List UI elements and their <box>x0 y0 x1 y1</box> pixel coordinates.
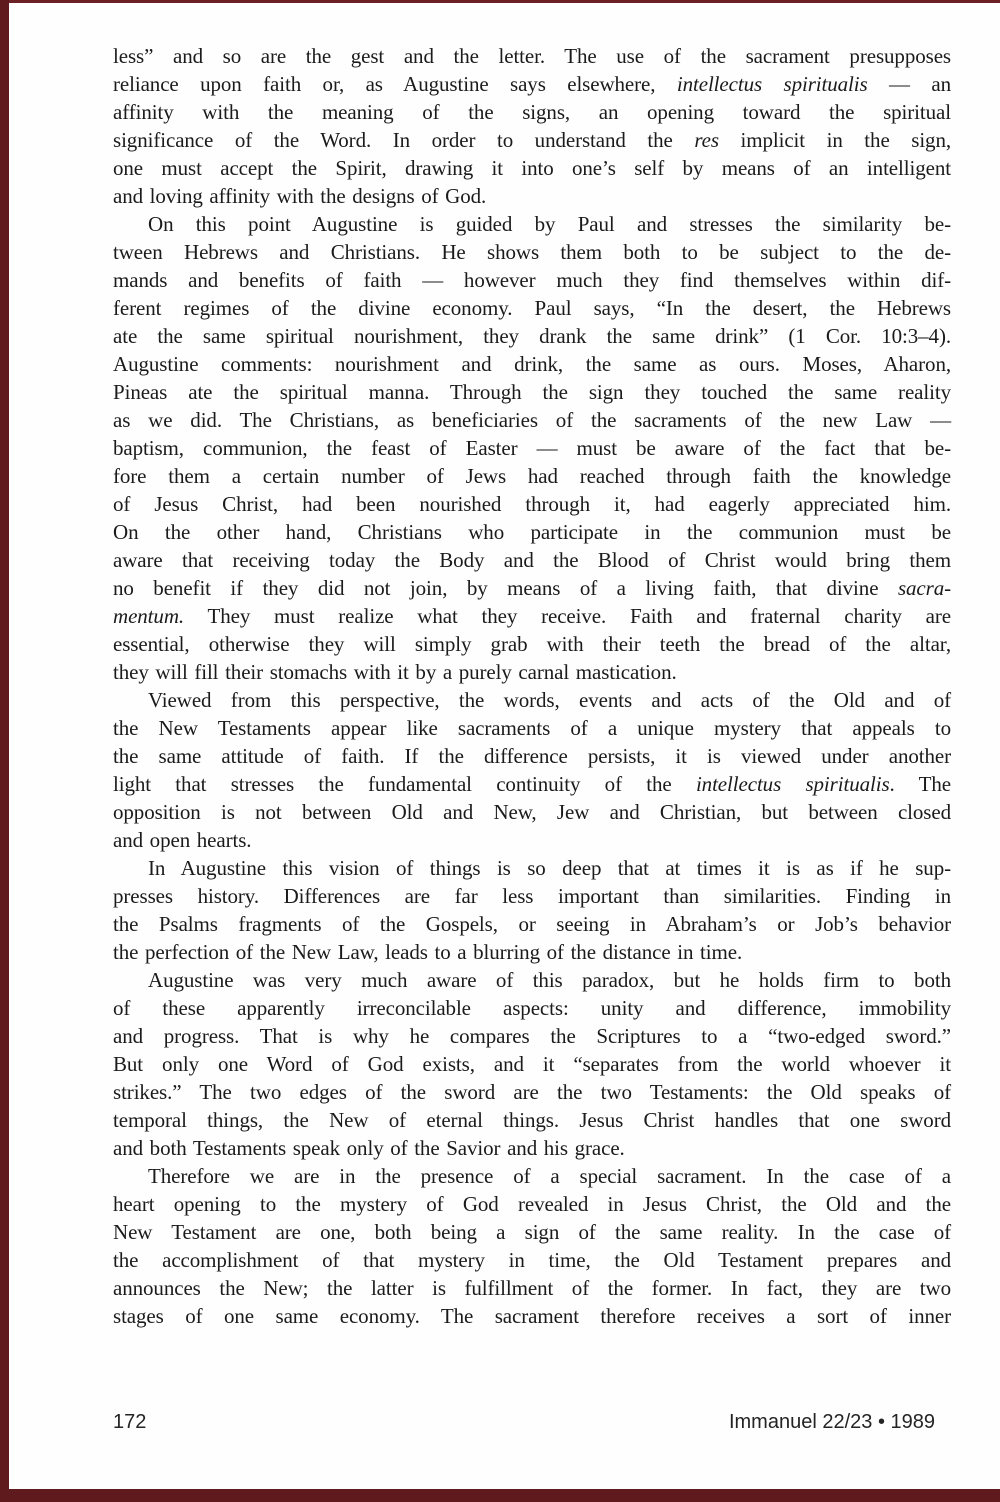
text-run: affinity with the meaning of the signs, an opening toward the spiritual <box>113 100 951 124</box>
text-run: strikes.” The two edges of the sword are the two Testaments: the Old speaks of <box>113 1080 951 1104</box>
text-run: baptism, communion, the feast of Easter — must be aware of the fact that be- <box>113 436 951 460</box>
text-line <box>113 1050 951 1078</box>
text-line <box>113 966 951 994</box>
text-line <box>113 938 951 966</box>
text-line <box>113 266 951 294</box>
italic-text: res <box>694 128 719 152</box>
text-run: significance of the Word. In order to understand the <box>113 128 695 152</box>
text-run: Pineas ate the spiritual manna. Through the sign they touched the same reality <box>113 380 951 404</box>
text-line <box>113 406 951 434</box>
text-line <box>113 182 951 210</box>
text-run: aware that receiving today the Body and the Blood of Christ would bring them <box>113 548 951 572</box>
text-line <box>113 1246 951 1274</box>
text-line <box>113 1022 951 1050</box>
paragraph <box>113 966 951 1162</box>
text-line <box>113 1106 951 1134</box>
text-run: of these apparently irreconcilable aspects: unity and difference, immobility <box>113 996 951 1020</box>
paragraph <box>113 854 951 966</box>
text-line <box>113 1162 951 1190</box>
text-line <box>113 686 951 714</box>
scan-edge-top <box>0 0 1000 3</box>
text-line <box>113 1078 951 1106</box>
text-line <box>113 434 951 462</box>
paragraph <box>113 1162 951 1330</box>
text-line <box>113 1190 951 1218</box>
text-run: tween Hebrews and Christians. He shows them both to be subject to the de- <box>113 240 951 264</box>
text-line <box>113 546 951 574</box>
text-run: essential, otherwise they will simply grab with their teeth the bread of the altar, <box>113 632 951 656</box>
text-line <box>113 994 951 1022</box>
text-run: Viewed from this perspective, the words, events and acts of the Old and of <box>148 688 951 712</box>
text-run: the perfection of the New Law, leads to a blurring of the distance in time. <box>113 940 743 964</box>
text-line <box>113 910 951 938</box>
text-line <box>113 154 951 182</box>
text-run: and loving affinity with the designs of God. <box>113 184 487 208</box>
text-line <box>113 322 951 350</box>
journal-citation: Immanuel 22/23 • 1989 <box>728 1411 935 1433</box>
text-run: and open hearts. <box>113 828 252 852</box>
text-run: On this point Augustine is guided by Paul and stresses the similarity be- <box>148 212 951 236</box>
text-line <box>113 1134 951 1162</box>
text-run: temporal things, the New of eternal things. Jesus Christ handles that one sword <box>113 1108 951 1132</box>
text-run: mands and benefits of faith — however much they find themselves within dif- <box>113 268 951 292</box>
text-run: Augustine was very much aware of this paradox, but he holds firm to both <box>148 968 951 992</box>
text-line <box>113 1218 951 1246</box>
text-line <box>113 518 951 546</box>
text-line <box>113 70 951 98</box>
italic-text: sacra- <box>897 576 951 600</box>
text-run: presses history. Differences are far less important than similarities. Finding in <box>113 884 951 908</box>
text-line <box>113 854 951 882</box>
text-line <box>113 126 951 154</box>
text-run: the accomplishment of that mystery in time, the Old Testament prepares and <box>113 1248 951 1272</box>
body-text <box>113 42 951 1330</box>
text-line <box>113 294 951 322</box>
text-line <box>113 630 951 658</box>
text-run: the Psalms fragments of the Gospels, or seeing in Abraham’s or Job’s behavior <box>113 912 951 936</box>
text-line <box>113 42 951 70</box>
text-run: fore them a certain number of Jews had reached through faith the knowledge <box>113 464 951 488</box>
text-line <box>113 98 951 126</box>
text-run: they will fill their stomachs with it by a purely carnal mastication. <box>113 660 677 684</box>
text-run: But only one Word of God exists, and it “separates from the world whoever it <box>113 1052 951 1076</box>
text-run: opposition is not between Old and New, Jew and Christian, but between closed <box>113 800 951 824</box>
text-run: In Augustine this vision of things is so deep that at times it is as if he sup- <box>148 856 951 880</box>
text-run: Therefore we are in the presence of a special sacrament. In the case of a <box>148 1164 951 1188</box>
text-line <box>113 462 951 490</box>
italic-text: mentum. <box>113 604 185 628</box>
text-line <box>113 238 951 266</box>
page-number: 172 <box>113 1411 147 1433</box>
italic-text: intellectus spiritualis <box>676 72 868 96</box>
text-line <box>113 350 951 378</box>
text-run: announces the New; the latter is fulfillment of the former. In fact, they are two <box>113 1276 951 1300</box>
paragraph <box>113 210 951 686</box>
text-run: no benefit if they did not join, by means of a living faith, that divine <box>113 576 898 600</box>
text-run: stages of one same economy. The sacrament therefore receives a sort of inner <box>113 1304 951 1328</box>
text-line <box>113 378 951 406</box>
text-run: less” and so are the gest and the letter. The use of the sacrament presupposes <box>113 44 951 68</box>
text-line <box>113 882 951 910</box>
text-run: and progress. That is why he compares the Scriptures to a “two-edged sword.” <box>113 1024 951 1048</box>
text-line <box>113 1274 951 1302</box>
text-line <box>113 798 951 826</box>
text-run: ferent regimes of the divine economy. Paul says, “In the desert, the Hebrews <box>113 296 951 320</box>
text-run: On the other hand, Christians who participate in the communion must be <box>113 520 951 544</box>
text-line <box>113 1302 951 1330</box>
text-run: light that stresses the fundamental continuity of the <box>113 772 696 796</box>
text-line <box>113 714 951 742</box>
text-line <box>113 490 951 518</box>
text-line <box>113 770 951 798</box>
paragraph <box>113 42 951 210</box>
text-run: the same attitude of faith. If the difference persists, it is viewed under another <box>113 744 951 768</box>
text-line <box>113 602 951 630</box>
text-run: New Testament are one, both being a sign of the same reality. In the case of <box>113 1220 951 1244</box>
text-run: heart opening to the mystery of God revealed in Jesus Christ, the Old and the <box>113 1192 951 1216</box>
text-run: the New Testaments appear like sacraments of a unique mystery that appeals to <box>113 716 951 740</box>
paragraph <box>113 686 951 854</box>
text-line <box>113 574 951 602</box>
text-line <box>113 742 951 770</box>
text-run: one must accept the Spirit, drawing it into one’s self by means of an intelligent <box>113 156 951 180</box>
text-run: and both Testaments speak only of the Savior and his grace. <box>113 1136 625 1160</box>
text-run: — an <box>867 72 951 96</box>
scan-edge-bottom <box>0 1489 1000 1502</box>
text-run: reliance upon faith or, as Augustine says elsewhere, <box>113 72 677 96</box>
text-run: Augustine comments: nourishment and drink, the same as ours. Moses, Aharon, <box>113 352 951 376</box>
text-run: They must realize what they receive. Faith and fraternal charity are <box>184 604 951 628</box>
text-run: implicit in the sign, <box>718 128 951 152</box>
page-footer <box>113 1411 935 1434</box>
scan-edge-left <box>0 0 9 1502</box>
text-run: . The <box>889 772 951 796</box>
text-line <box>113 210 951 238</box>
text-line <box>113 658 951 686</box>
text-line <box>113 826 951 854</box>
text-run: as we did. The Christians, as beneficiaries of the sacraments of the new Law — <box>113 408 951 432</box>
text-run: ate the same spiritual nourishment, they drank the same drink” (1 Cor. 10:3–4). <box>113 324 951 348</box>
text-run: of Jesus Christ, had been nourished through it, had eagerly appreciated him. <box>113 492 951 516</box>
italic-text: intellectus spiritualis <box>695 772 890 796</box>
